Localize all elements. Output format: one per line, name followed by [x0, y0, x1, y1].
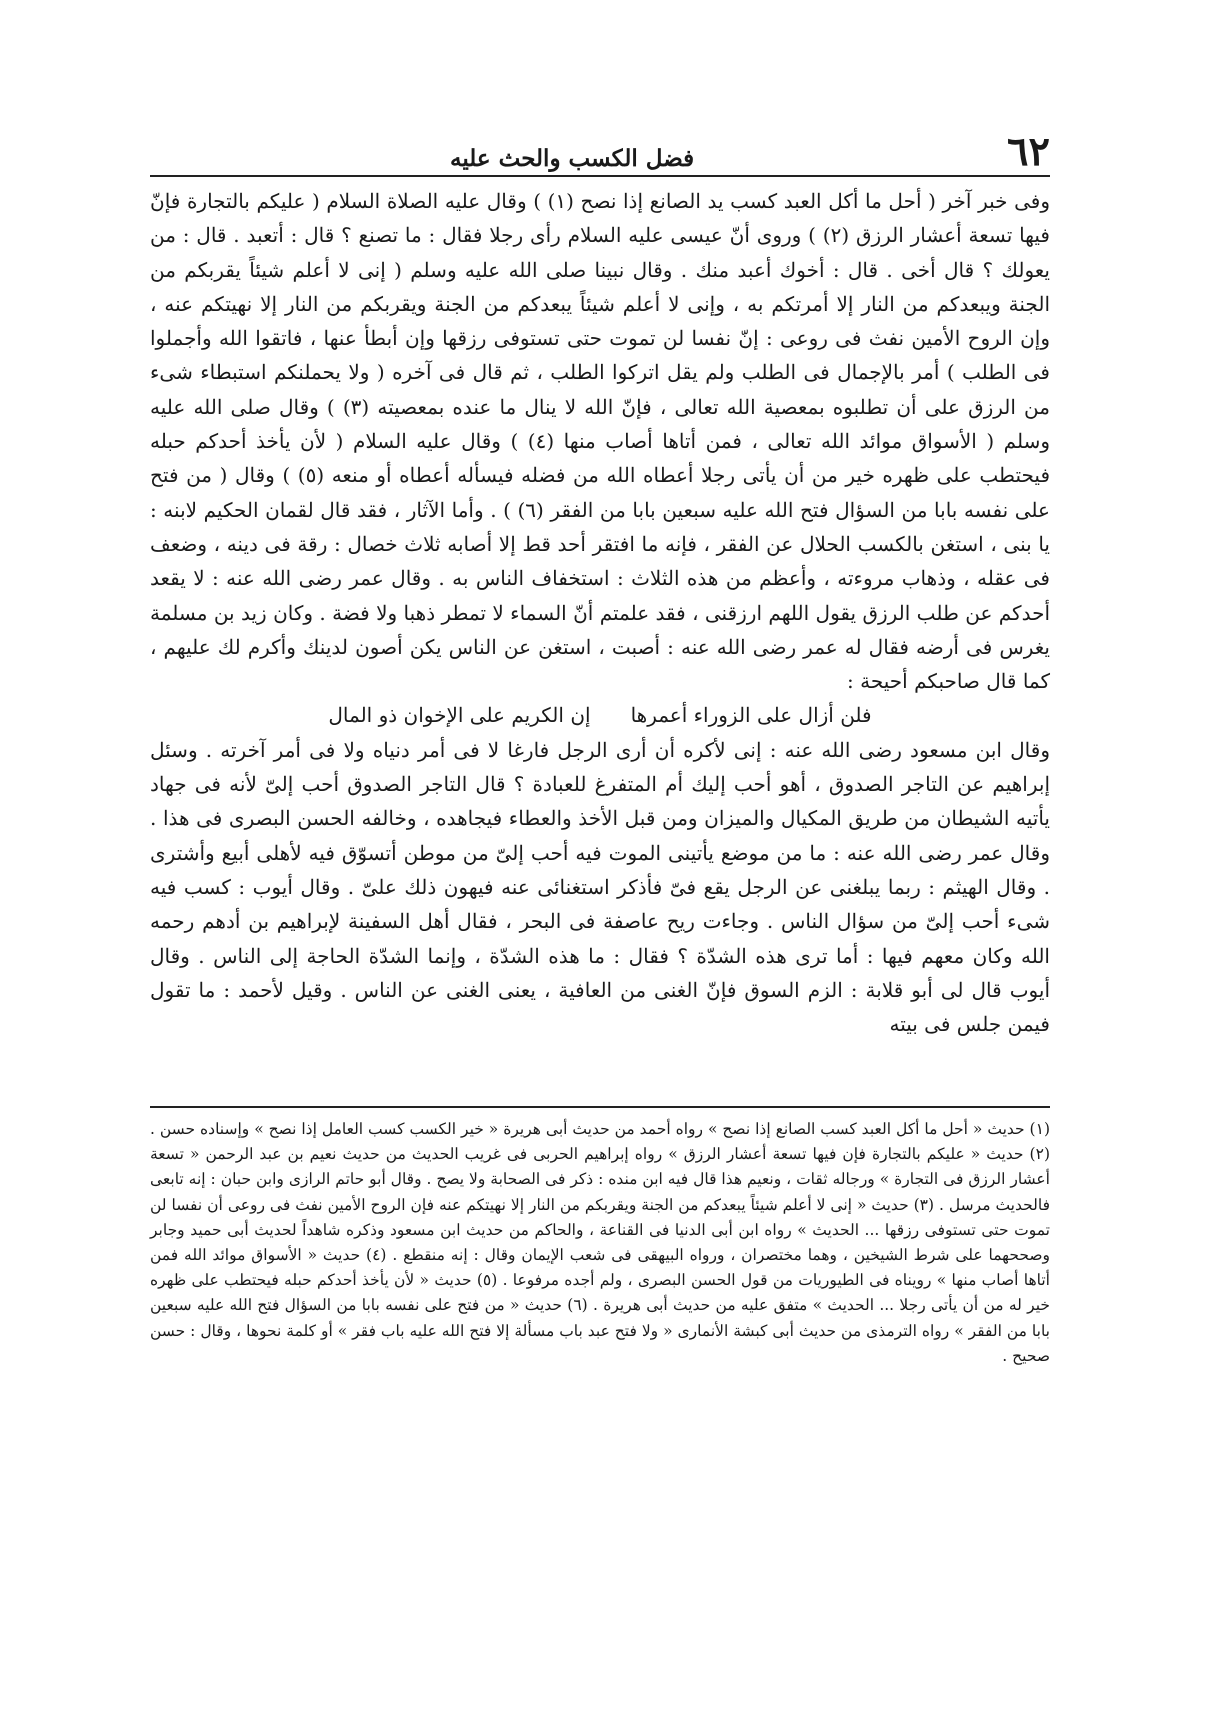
running-title: فضل الكسب والحث عليه	[450, 145, 695, 172]
page-number: ٦٢	[1007, 128, 1050, 175]
main-text	[150, 184, 1050, 1041]
paragraph-2: وقال ابن مسعود رضى الله عنه : إنى لأكره أن أرى الرجل فارغا لا فى أمر دنياه ولا فى أمر آخرته . وسئل إبراهيم عن التاجر الصدوق ، أهو أحب إليك أم المتفرغ للعبادة ؟ قال التاجر الصدوق أحب إلىّ لأنه فى جهاد يأتيه الشيطان من طريق المكيال والميزان ومن قبل الأخذ والعطاء فيجاهده ، وخالفه الحسن البصرى فى هذا . وقال عمر رضى الله عنه : ما من موضع يأتينى الموت فيه أحب إلىّ من موطن أتسوّق فيه لأهلى أبيع وأشترى . وقال الهيثم : ربما يبلغنى عن الرجل يقع فىّ فأذكر استغنائى عنه فيهون ذلك علىّ . وقال أيوب : كسب فيه شىء أحب إلىّ من سؤال الناس . وجاءت ريح عاصفة فى البحر ، فقال أهل السفينة لإبراهيم بن أدهم رحمه الله وكان معهم فيها : أما ترى هذه الشدّة ؟ فقال : ما هذه الشدّة ، وإنما الشدّة الحاجة إلى الناس . وقال أيوب قال لى أبو قلابة : الزم السوق فإنّ الغنى من العافية ، يعنى الغنى عن الناس . وقيل لأحمد : ما تقول فيمن جلس فى بيته	[150, 737, 1050, 1037]
footnote-rule	[150, 1106, 1050, 1108]
page-header	[150, 122, 1050, 175]
poetry-verse	[150, 698, 1050, 732]
paragraph-1: وفى خبر آخر ( أحل ما أكل العبد كسب يد الصانع إذا نصح (١) ) وقال عليه الصلاة السلام ( عليكم بالتجارة فإنّ فيها تسعة أعشار الرزق (٢) ) وروى أنّ عيسى عليه السلام رأى رجلا فقال : ما تصنع ؟ قال : أتعبد . قال : من يعولك ؟ قال أخى . قال : أخوك أعبد منك . وقال نبينا صلى الله عليه وسلم ( إنى لا أعلم شيئاً يقربكم من الجنة ويبعدكم من النار إلا أمرتكم به ، وإنى لا أعلم شيئاً يبعدكم من الجنة ويقربكم من النار إلا نهيتكم عنه ، وإن الروح الأمين نفث فى روعى : إنّ نفسا لن تموت حتى تستوفى رزقها وإن أبطأ عنها ، فاتقوا الله وأجملوا فى الطلب ) أمر بالإجمال فى الطلب ولم يقل اتركوا الطلب ، ثم قال فى آخره ( ولا يحملنكم استبطاء شىء من الرزق على أن تطلبوه بمعصية الله تعالى ، فإنّ الله لا ينال ما عنده بمعصيته (٣) ) وقال صلى الله عليه وسلم ( الأسواق موائد الله تعالى ، فمن أتاها أصاب منها (٤) ) وقال عليه السلام ( لأن يأخذ أحدكم حبله فيحتطب على ظهره خير من أن يأتى رجلا أعطاه الله من فضله فيسأله أعطاه أو منعه (٥) ) وقال ( من فتح على نفسه بابا من السؤال فتح الله عليه سبعين بابا من الفقر (٦) ) . وأما الآثار ، فقد قال لقمان الحكيم لابنه : يا بنى ، استغن بالكسب الحلال عن الفقر ، فإنه ما افتقر أحد قط إلا أصابه ثلاث خصال : رقة فى دينه ، وضعف فى عقله ، وذهاب مروءته ، وأعظم من هذه الثلاث : استخفاف الناس به . وقال عمر رضى الله عنه : لا يقعد أحدكم عن طلب الرزق يقول اللهم ارزقنى ، فقد علمتم أنّ السماء لا تمطر ذهبا ولا فضة . وكان زيد بن مسلمة يغرس فى أرضه فقال له عمر رضى الله عنه : أصبت ، استغن عن الناس يكن أصون لدينك وأكرم لك عليهم ، كما قال صاحبكم أحيحة :	[150, 189, 1051, 694]
footnotes-text: (١) حديث « أحل ما أكل العبد كسب الصانع إذا نصح » رواه أحمد من حديث أبى هريرة « خير الكسب كسب العامل إذا نصح » وإسناده حسن . (٢) حديث « عليكم بالتجارة فإن فيها تسعة أعشار الرزق » رواه إبراهيم الحربى فى غريب الحديث من حديث نعيم بن عبد الرحمن « تسعة أعشار الرزق فى التجارة » ورجاله ثقات ، ونعيم هذا قال فيه ابن منده : ذكر فى الصحابة ولا يصح . وقال أبو حاتم الرازى وابن حبان : إنه تابعى فالحديث مرسل . (٣) حديث « إنى لا أعلم شيئاً يبعدكم من الجنة ويقربكم من النار إلا نهيتكم عنه فإن الروح الأمين نفث فى روعى أن نفسا لن تموت حتى تستوفى رزقها ... الحديث » رواه ابن أبى الدنيا فى القناعة ، والحاكم من حديث ابن مسعود وذكره شاهداً لحديث أبى حميد وجابر وصححهما على شرط الشيخين ، وهما مختصران ، ورواه البيهقى فى شعب الإيمان وقال : إنه منقطع . (٤) حديث « الأسواق موائد الله فمن أتاها أصاب منها » رويناه فى الطيوريات من قول الحسن البصرى ، ولم أجده مرفوعا . (٥) حديث « لأن يأخذ أحدكم حبله فيحتطب على ظهره خير له من أن يأتى رجلا ... الحديث » متفق عليه من حديث أبى هريرة . (٦) حديث « من فتح على نفسه بابا من السؤال فتح الله عليه سبعين بابا من الفقر » رواه الترمذى من حديث أبى كبشة الأنمارى « ولا فتح عبد باب مسألة إلا فتح الله عليه باب فقر » أو كلمة نحوها ، وقال : حسن صحيح .	[150, 1120, 1050, 1365]
verse-first-hemistich: فلن أزال على الزوراء أعمرها	[630, 703, 872, 728]
footnotes	[150, 1117, 1050, 1369]
header-rule	[150, 175, 1050, 177]
verse-second-hemistich: إن الكريم على الإخوان ذو المال	[328, 703, 591, 728]
